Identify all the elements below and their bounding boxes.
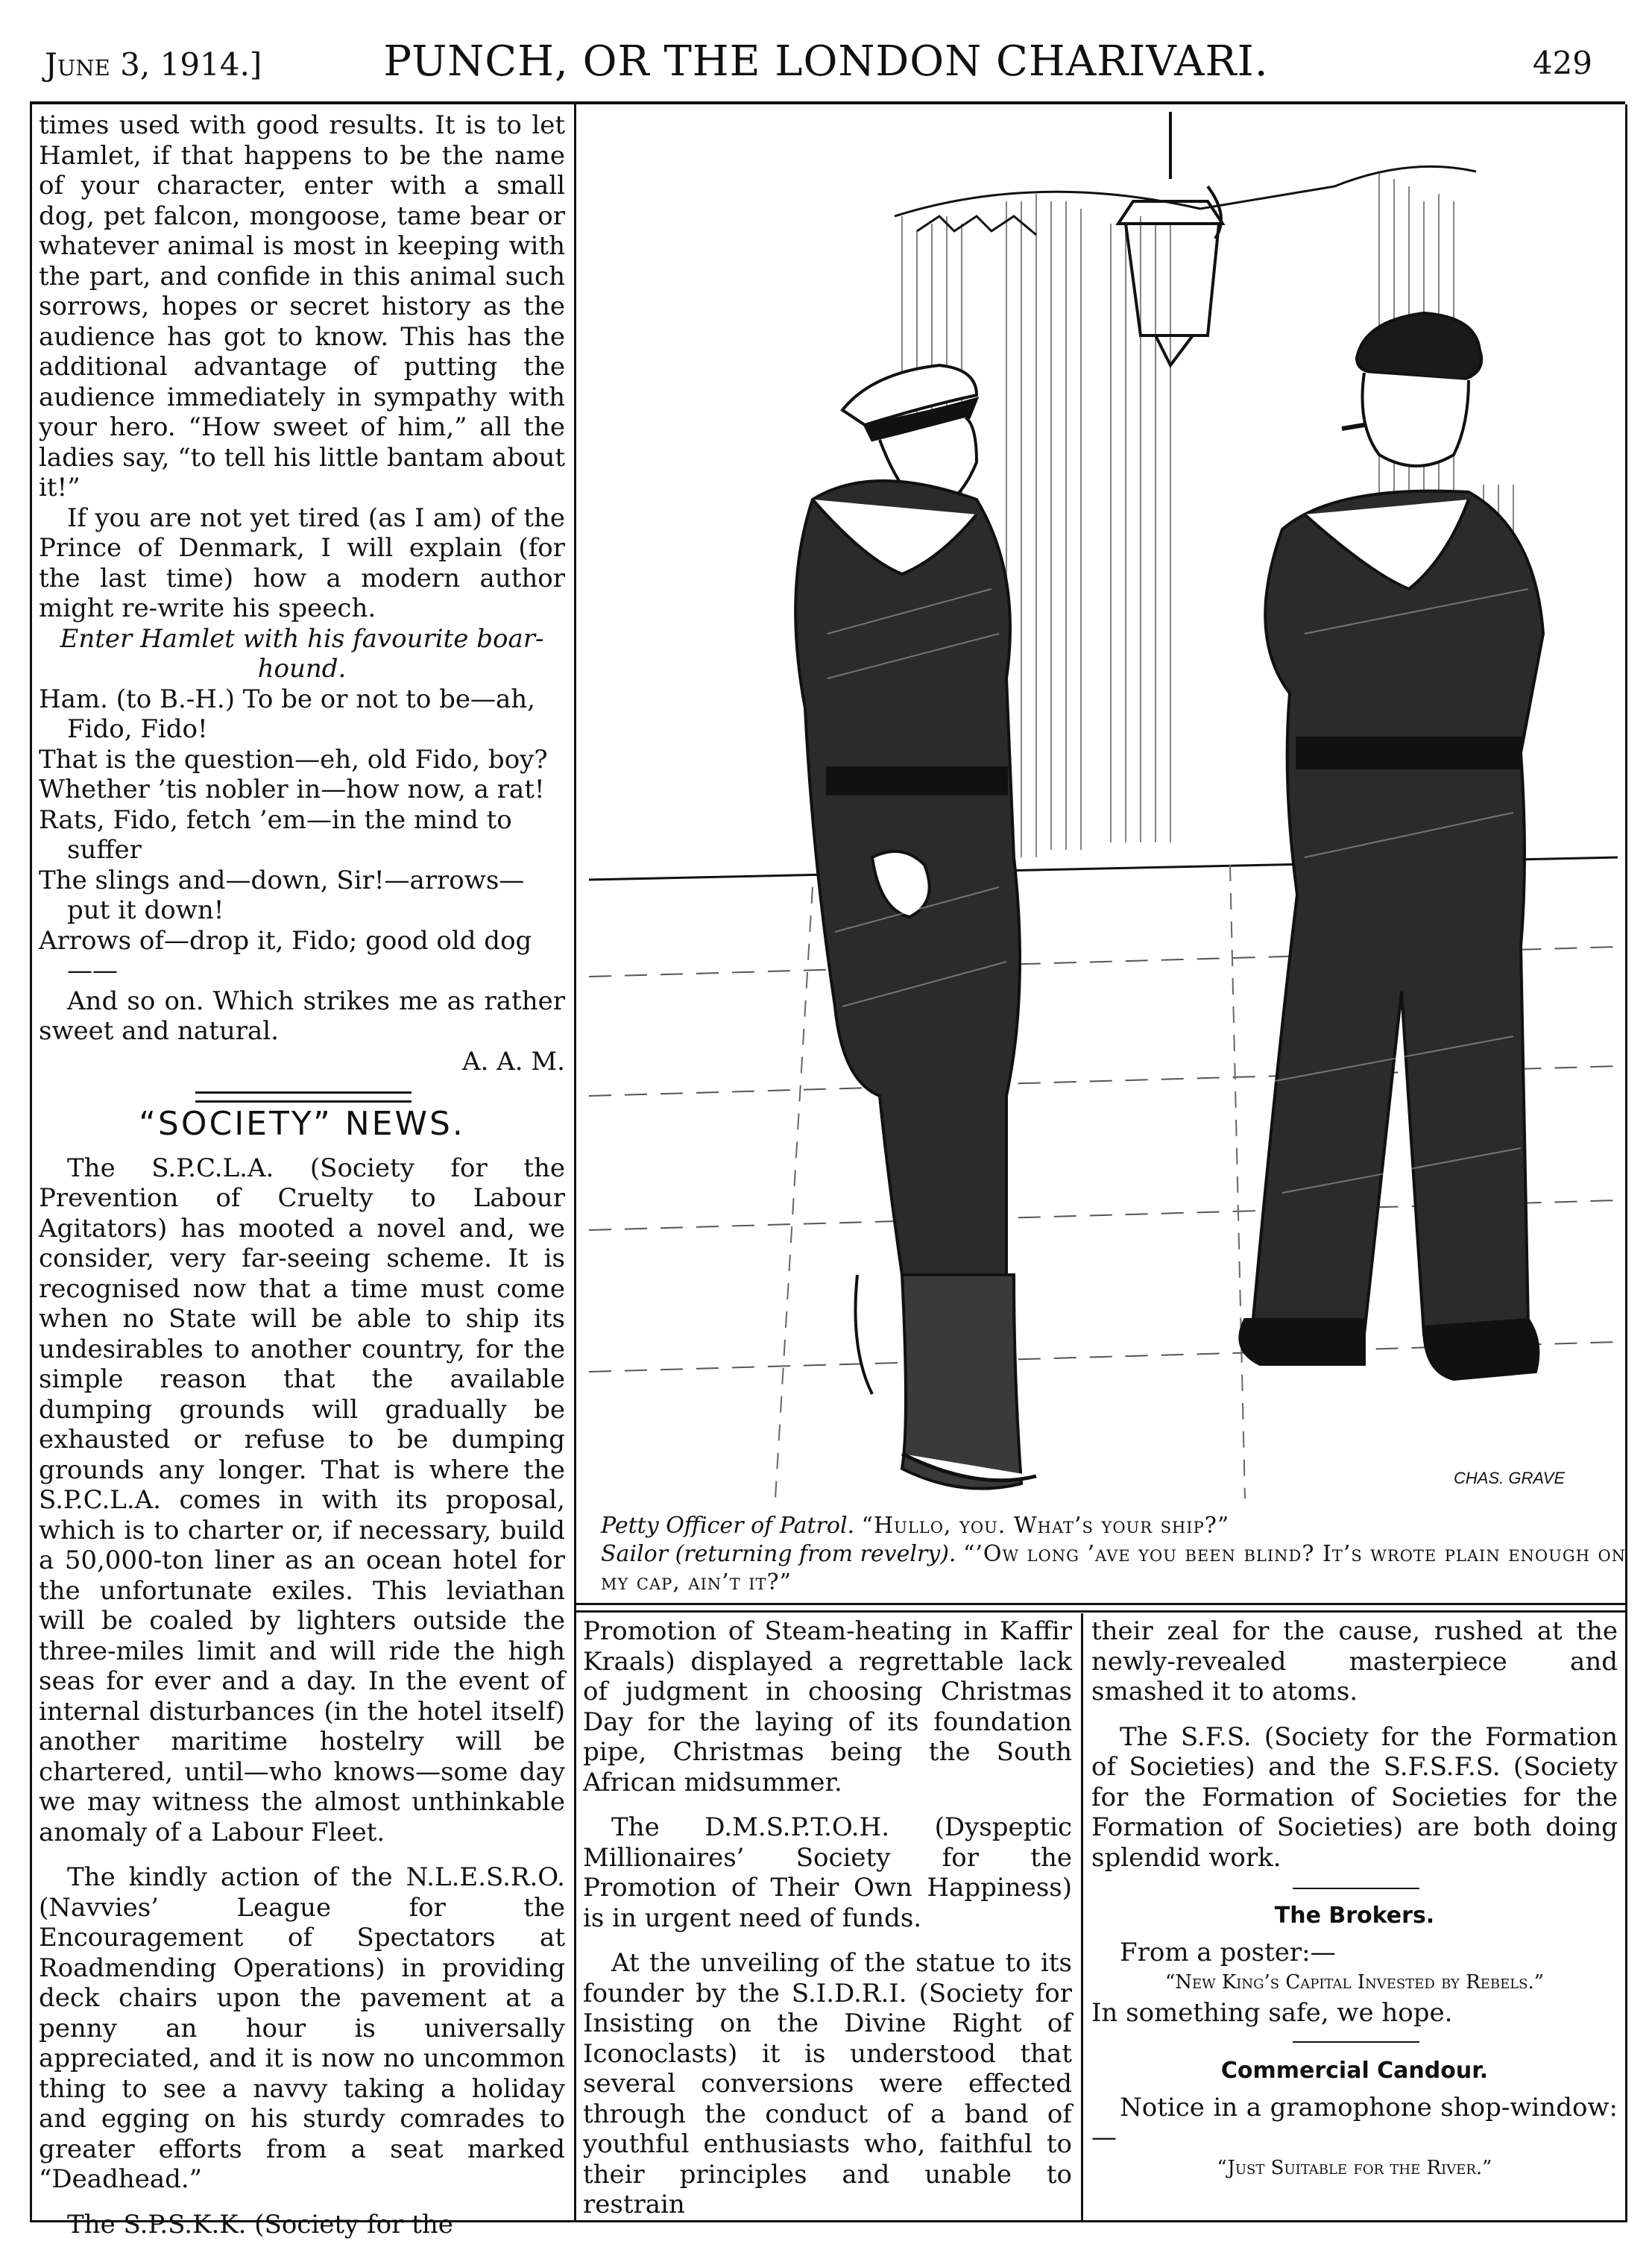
article-paragraph: The S.F.S. (Society for the Formation of Societies) and the S.F.S.F.S. (Society for the Formation of Societies for the Formation of Societies) are both doing splendid work. (1091, 1721, 1618, 1873)
article-paragraph: The S.P.C.L.A. (Society for the Prevention of Cruelty to Labour Agitators) has mooted a novel and, we consider, very far-seeing scheme. It is recognised now that a time must come when no State will be able to ship its undesirables to another country, for the simple reason that the available dumping grounds will gradually be exhausted or refuse to be dumping grounds any longer. That is where the S.P.C.L.A. comes in with its proposal, which is to charter or, if necessary, build a 50,000-ton liner as an ocean hotel for the unfortunate exiles. This leviathan will be coaled by lighters outside the three-miles limit and will ride the high seas for ever and a day. In the event of internal disturbances (in the hotel itself) another maritime hostelry will be chartered, until—who knows—some day we may witness the almost unthinkable anomaly of a Labour Fleet. (39, 1153, 565, 1847)
section-title-candour: Commercial Candour. (1220, 2058, 1489, 2084)
section-title-brokers: The Brokers. (1274, 1903, 1435, 1929)
verse-line: The slings and—down, Sir!—arrows—put it down! (39, 865, 525, 925)
verse-line: Rats, Fido, fetch ’em—in the mind to suffer (39, 804, 512, 865)
cartoon-illustration (589, 112, 1618, 1506)
article-paragraph: The kindly action of the N.L.E.S.R.O. (Navvies’ League for the Encouragement of Spectators at Roadmending Operations) in providing deck chairs upon the pavement at a penny an hour is universally appreciated, and it is now no uncommon thing to see a navvy taking a holiday and egging on his sturdy comrades to greater efforts from a seat marked “Deadhead.” (39, 1862, 565, 2194)
page-date: June 3, 1914.] (45, 46, 262, 83)
caption-rule (574, 1603, 1627, 1605)
cartoon-caption (601, 1512, 1637, 1597)
verse-line: Whether ’tis nobler in—how now, a rat! (39, 775, 545, 804)
verse-line: Ham. (to B.-H.) To be or not to be—ah, Fido, Fido! (39, 684, 535, 744)
section-divider (1293, 1888, 1419, 1889)
notice-quote: “Just Suitable for the River.” (1217, 2156, 1492, 2179)
caption-quote: “Hullo, you. What’s your ship?” (861, 1513, 1230, 1539)
article-paragraph: In something safe, we hope. (1091, 1997, 1453, 2028)
caption-quote: “’Ow long ’ave you been blind? It’s wrote plain enough on my cap, ain’t it?” (601, 1541, 1627, 1595)
author-signature: A. A. M. (462, 1046, 565, 1077)
column-rule (1081, 1613, 1083, 2220)
caption-speaker: Petty Officer of Patrol. (601, 1513, 855, 1539)
section-divider (195, 1091, 412, 1103)
artist-signature: CHAS. GRAVE (1454, 1469, 1566, 1487)
verse-line: That is the question—eh, old Fido, boy? (39, 744, 548, 775)
article-paragraph: times used with good results. It is to let Hamlet, if that happens to be the name of your character, enter with a small dog, pet falcon, mongoose, tame bear or whatever animal is most in keeping with the part, and confide in this animal such sorrows, hopes or secret history as the audience has got to know. This has the additional advantage of putting the audience immediately in sympathy with your hero. “How sweet of him,” all the ladies say, “to tell his little bantam about it!” (39, 110, 565, 502)
middle-column (583, 1616, 1072, 2220)
poster-quote: “New King’s Capital Invested by Rebels.” (1164, 1971, 1545, 1994)
column-rule (574, 104, 576, 2222)
left-column (39, 110, 565, 2240)
stage-direction: Enter Hamlet with his favourite boar-hound. (60, 623, 544, 684)
article-paragraph: At the unveiling of the statue to its founder by the S.I.D.R.I. (Society for Insisting on the Divine Right of Iconoclasts) it is understood that several conversions were effected through the conduct of a band of youthful enthusiasts who, faithful to their principles and unable to restrain (583, 1948, 1072, 2219)
article-paragraph: Notice in a gramophone shop-window:— (1091, 2092, 1618, 2152)
article-paragraph: And so on. Which strikes me as rather sweet and natural. (39, 986, 565, 1046)
right-frame-rule (1625, 104, 1627, 2222)
article-paragraph: From a poster:— (1120, 1937, 1336, 1967)
article-paragraph: If you are not yet tired (as I am) of the Prince of Denmark, I will explain (for the last time) how a modern author might re-write his speech. (39, 502, 565, 623)
masthead-title: PUNCH, OR THE LONDON CHARIVARI. (383, 37, 1269, 86)
article-paragraph: Promotion of Steam-heating in Kaffir Kraals) displayed a regrettable lack of judgment in choosing Christmas Day for the laying of its foundation pipe, Christmas being the South African midsummer. (583, 1616, 1072, 1797)
verse-line: Arrows of—drop it, Fido; good old dog—— (39, 925, 532, 986)
section-divider (1293, 2041, 1419, 2043)
section-title: “SOCIETY” NEWS. (139, 1105, 465, 1143)
left-frame-rule (30, 104, 32, 2222)
article-paragraph: their zeal for the cause, rushed at the newly-revealed masterpiece and smashed it to atoms. (1091, 1616, 1618, 1706)
article-paragraph: The S.P.S.K.K. (Society for the (67, 2209, 453, 2240)
right-column (1091, 1616, 1618, 2183)
header-rule (30, 101, 1625, 104)
caption-rule (574, 1610, 1627, 1613)
page-number: 429 (1532, 45, 1592, 81)
article-paragraph: The D.M.S.P.T.O.H. (Dyspeptic Millionaires’ Society for the Promotion of Their Own Happiness) is in urgent need of funds. (583, 1812, 1072, 1933)
caption-speaker: Sailor (returning from revelry). (601, 1541, 956, 1567)
